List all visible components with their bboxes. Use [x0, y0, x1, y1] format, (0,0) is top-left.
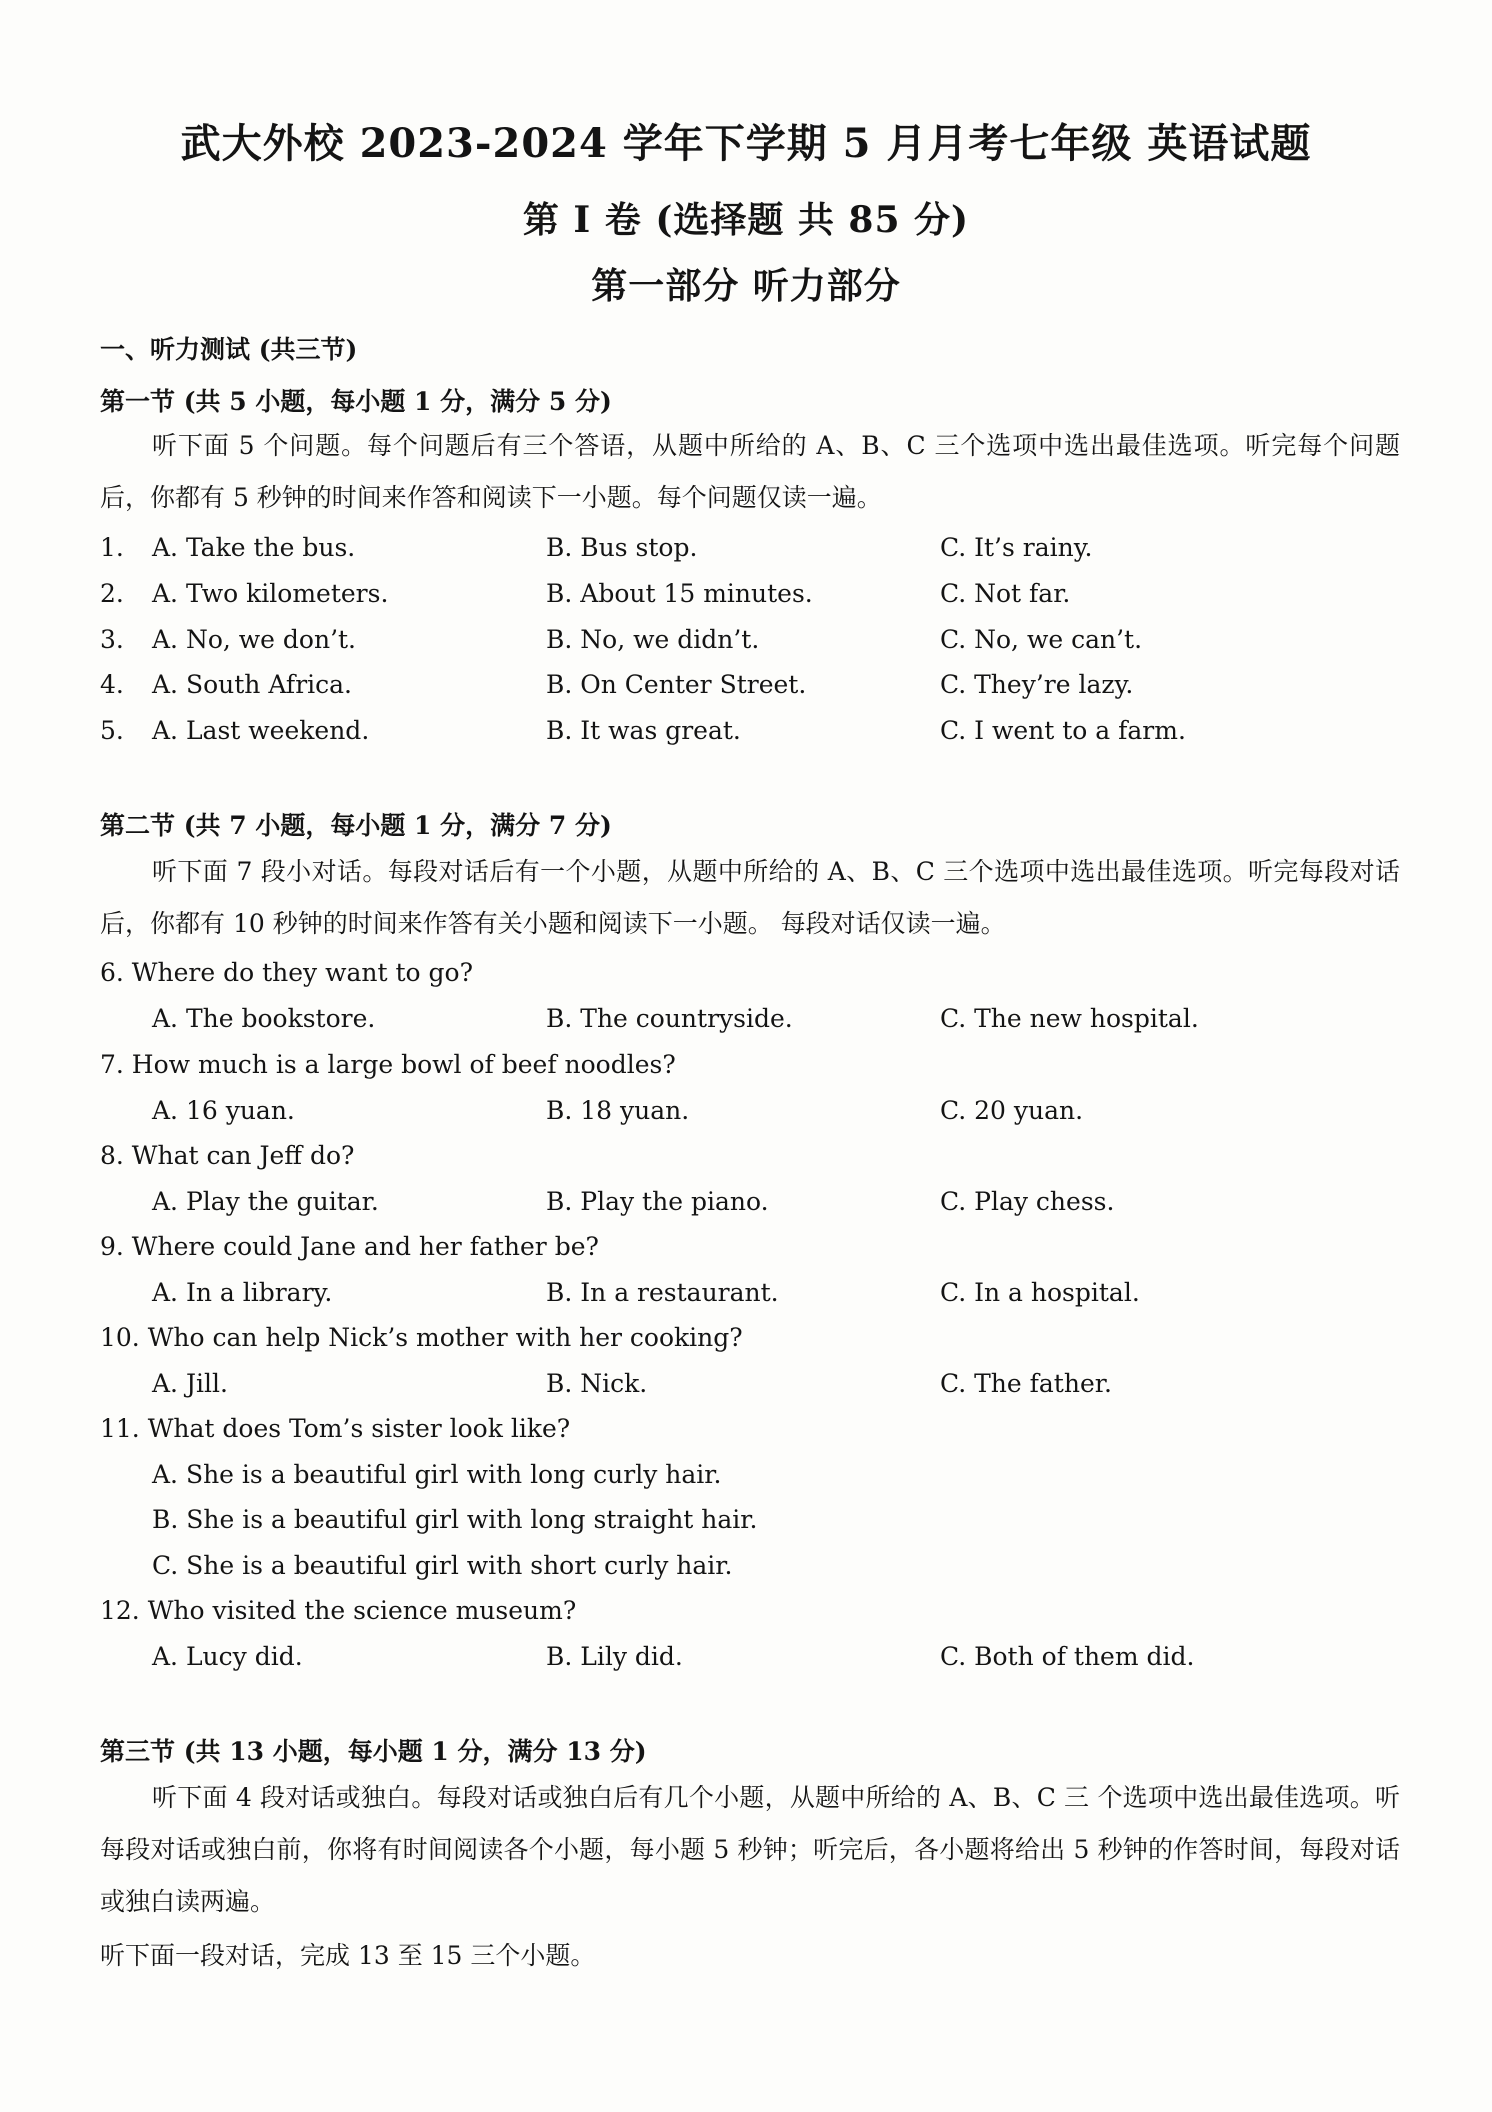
question-text: 10. Who can help Nick’s mother with her cooking? — [100, 1323, 743, 1352]
option-b: B. Nick. — [546, 1369, 648, 1398]
option-c: C. Not far. — [940, 579, 1071, 608]
listening-heading: 一、听力测试 (共三节) — [100, 335, 358, 364]
part-heading: 第一部分 听力部分 — [591, 265, 901, 307]
option-a: A. South Africa. — [152, 670, 352, 699]
option-b: B. 18 yuan. — [546, 1096, 690, 1125]
option-a: A. Two kilometers. — [152, 579, 389, 608]
option-a: A. Lucy did. — [152, 1642, 303, 1671]
option-c: C. She is a beautiful girl with short curly hair. — [152, 1551, 733, 1580]
section3-instructions: 听下面 4 段对话或独白。每段对话或独白后有几个小题，从题中所给的 A、B、C 三 个选项中选出最佳选项。听每段对话或独白前，你将有时间阅读各个小题，每小题 5 秒钟；听完后，各小题将给出 5 秒钟的作答时间，每段对话或独白读两遍。 — [100, 1783, 1400, 1916]
question-text: 6. Where do they want to go? — [100, 958, 473, 987]
section3-note: 听下面一段对话，完成 13 至 15 三个小题。 — [100, 1941, 596, 1970]
option-c: C. They’re lazy. — [940, 670, 1134, 699]
option-a: A. 16 yuan. — [152, 1096, 295, 1125]
option-a: A. In a library. — [152, 1278, 333, 1307]
question-text: 9. Where could Jane and her father be? — [100, 1232, 599, 1261]
option-b: B. On Center Street. — [546, 670, 807, 699]
option-b: B. It was great. — [546, 716, 741, 745]
option-c: C. I went to a farm. — [940, 716, 1186, 745]
item-number: 2. — [100, 579, 124, 608]
option-b: B. Play the piano. — [546, 1187, 769, 1216]
section1-instructions: 听下面 5 个问题。每个问题后有三个答语，从题中所给的 A、B、C 三个选项中选出最佳选项。听完每个问题后，你都有 5 秒钟的时间来作答和阅读下一小题。每个问题仅读一遍。 — [100, 431, 1400, 512]
option-c: C. The father. — [940, 1369, 1112, 1398]
section3-heading: 第三节 (共 13 小题，每小题 1 分，满分 13 分) — [100, 1737, 647, 1766]
option-c: C. It’s rainy. — [940, 533, 1093, 562]
option-b: B. In a restaurant. — [546, 1278, 779, 1307]
option-a: A. No, we don’t. — [152, 625, 357, 654]
exam-title: 武大外校 2023-2024 学年下学期 5 月月考七年级 英语试题 — [180, 120, 1312, 167]
option-b: B. The countryside. — [546, 1004, 793, 1033]
item-number: 5. — [100, 716, 124, 745]
option-c: C. 20 yuan. — [940, 1096, 1084, 1125]
option-a: A. Play the guitar. — [152, 1187, 379, 1216]
volume-heading: 第 I 卷 (选择题 共 85 分) — [522, 199, 970, 241]
option-b: B. Bus stop. — [546, 533, 698, 562]
item-number: 3. — [100, 625, 124, 654]
option-c: C. The new hospital. — [940, 1004, 1199, 1033]
option-a: A. The bookstore. — [152, 1004, 376, 1033]
option-b: B. She is a beautiful girl with long straight hair. — [152, 1505, 758, 1534]
option-c: C. No, we can’t. — [940, 625, 1143, 654]
option-c: C. Both of them did. — [940, 1642, 1195, 1671]
option-a: A. Jill. — [152, 1369, 228, 1398]
question-text: 7. How much is a large bowl of beef noodles? — [100, 1050, 676, 1079]
section2-instructions: 听下面 7 段小对话。每段对话后有一个小题，从题中所给的 A、B、C 三个选项中选出最佳选项。听完每段对话后，你都有 10 秒钟的时间来作答有关小题和阅读下一小题。 每段对话仅读一遍。 — [100, 857, 1400, 938]
item-number: 1. — [100, 533, 124, 562]
option-b: B. About 15 minutes. — [546, 579, 813, 608]
option-a: A. Take the bus. — [152, 533, 356, 562]
section2-heading: 第二节 (共 7 小题，每小题 1 分，满分 7 分) — [100, 811, 612, 840]
option-c: C. In a hospital. — [940, 1278, 1140, 1307]
section1-heading: 第一节 (共 5 小题，每小题 1 分，满分 5 分) — [100, 387, 612, 416]
question-text: 11. What does Tom’s sister look like? — [100, 1414, 571, 1443]
question-text: 12. Who visited the science museum? — [100, 1596, 577, 1625]
option-c: C. Play chess. — [940, 1187, 1115, 1216]
option-b: B. No, we didn’t. — [546, 625, 760, 654]
option-a: A. She is a beautiful girl with long curly hair. — [152, 1460, 722, 1489]
question-text: 8. What can Jeff do? — [100, 1141, 355, 1170]
option-b: B. Lily did. — [546, 1642, 683, 1671]
item-number: 4. — [100, 670, 124, 699]
option-a: A. Last weekend. — [152, 716, 370, 745]
